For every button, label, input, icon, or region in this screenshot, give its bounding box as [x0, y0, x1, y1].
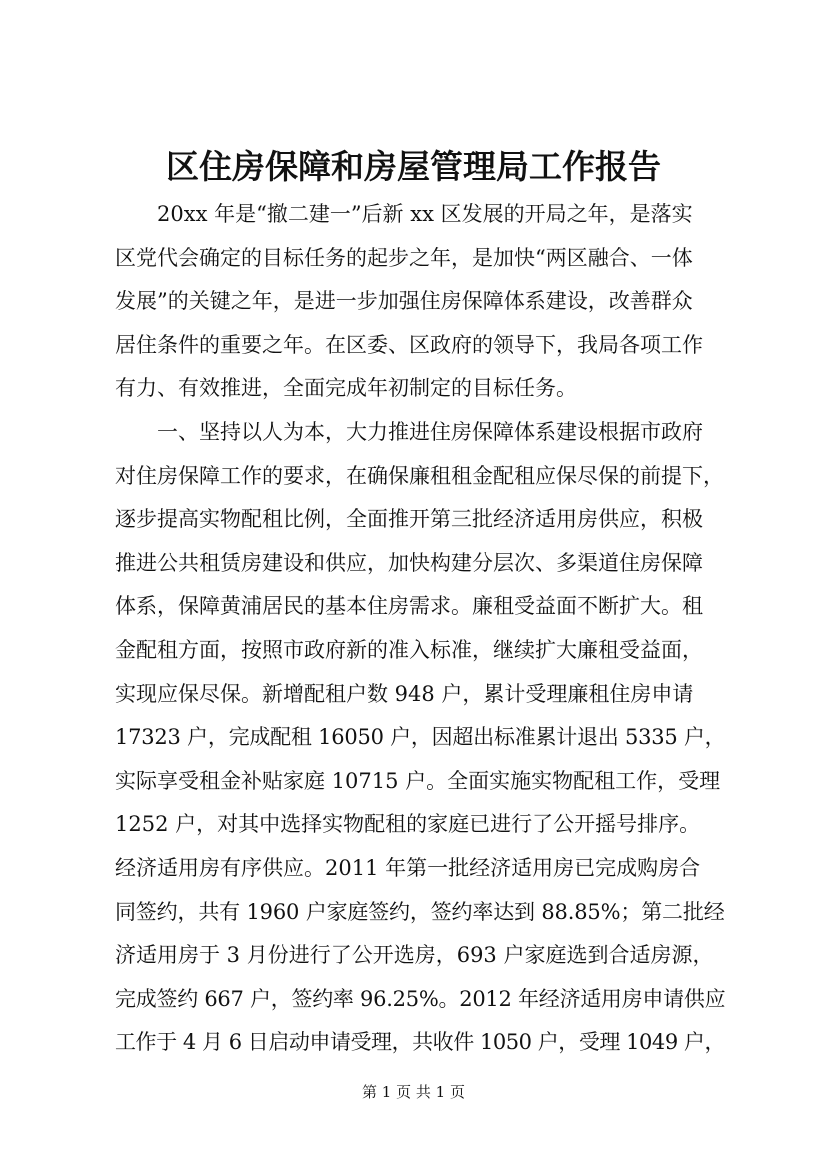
body-line: 1252 户，对其中选择实物配租的家庭已进行了公开摇号排序。 [115, 812, 701, 837]
body-line: 一、坚持以人为本，大力推进住房保障体系建设根据市政府 [115, 419, 703, 444]
body-line: 经济适用房有序供应。2011 年第一批经济适用房已完成购房合 [115, 855, 701, 880]
document-body [115, 193, 725, 1065]
body-line: 体系，保障黄浦居民的基本住房需求。廉租受益面不断扩大。租 [115, 594, 703, 619]
body-line: 有力、有效推进，全面完成年初制定的目标任务。 [115, 376, 577, 401]
body-line: 区党代会确定的目标任务的起步之年，是加快“两区融合、一体 [115, 245, 693, 270]
body-line: 发展”的关键之年，是进一步加强住房保障体系建设，改善群众 [115, 289, 693, 314]
body-line: 实现应保尽保。新增配租户数 948 户，累计受理廉租住房申请 [115, 681, 694, 706]
body-line: 完成签约 667 户，签约率 96.25%。2012 年经济适用房申请供应 [115, 986, 726, 1011]
body-line: 实际享受租金补贴家庭 10715 户。全面实施实物配租工作，受理 [115, 768, 721, 793]
document-title: 区住房保障和房屋管理局工作报告 [166, 147, 661, 186]
body-line: 推进公共租赁房建设和供应，加快构建分层次、多渠道住房保障 [115, 550, 703, 575]
body-line: 济适用房于 3 月份进行了公开选房，693 户家庭选到合适房源， [115, 943, 714, 968]
body-line: 17323 户，完成配租 16050 户，因超出标准累计退出 5335 户， [115, 725, 726, 750]
body-line: 逐步提高实物配租比例，全面推开第三批经济适用房供应，积极 [115, 507, 703, 532]
body-line: 20xx 年是“撤二建一”后新 xx 区发展的开局之年，是落实 [115, 202, 693, 226]
body-line: 居住条件的重要之年。在区委、区政府的领导下，我局各项工作 [115, 332, 703, 357]
body-line: 金配租方面，按照市政府新的准入标准，继续扩大廉租受益面， [115, 637, 703, 662]
body-line: 同签约，共有 1960 户家庭签约，签约率达到 88.85%；第二批经 [115, 899, 725, 924]
body-line: 工作于 4 月 6 日启动申请受理，共收件 1050 户，受理 1049 户， [115, 1030, 726, 1055]
body-line: 对住房保障工作的要求，在确保廉租租金配租应保尽保的前提下， [115, 463, 724, 488]
page-footer: 第 1 页 共 1 页 [362, 1083, 465, 1101]
